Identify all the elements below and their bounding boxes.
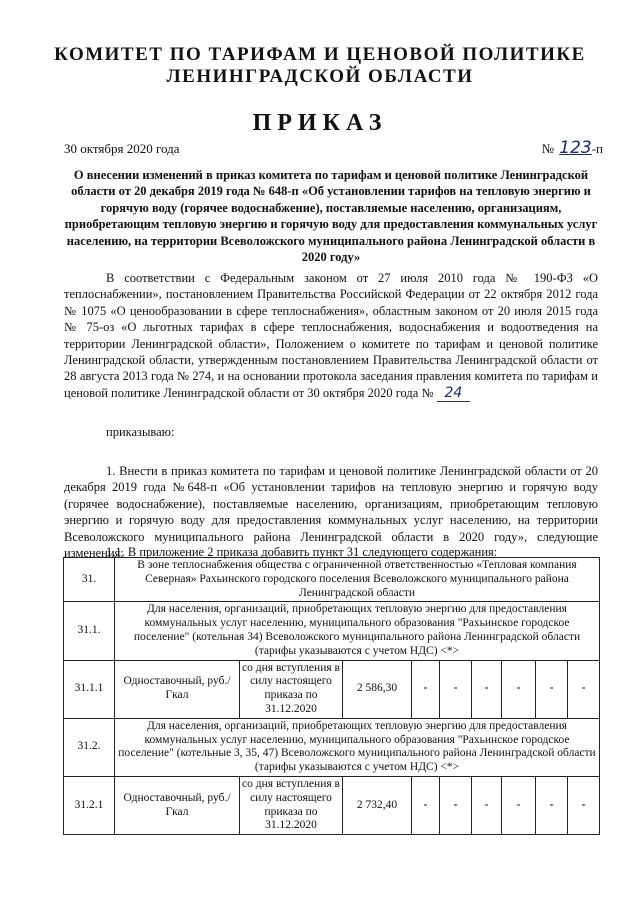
table-row: [64, 558, 600, 602]
tariff-period: со дня вступления в силу настоящего приказа по 31.12.2020: [240, 660, 343, 718]
tariff-value: 2 732,40: [343, 776, 412, 834]
table-row: [64, 602, 600, 660]
empty-cell: -: [502, 660, 536, 718]
tariff-value: 2 586,30: [343, 660, 412, 718]
tariff-table: [63, 557, 600, 835]
order-word: приказываю:: [106, 425, 175, 439]
row-number: 31.1.1: [64, 660, 115, 718]
empty-cell: -: [568, 660, 600, 718]
document-subject: О внесении изменений в приказ комитета по тарифам и ценовой политике Ленинградской области от 20 декабря 2019 года № 648-п «Об установлении тарифов на тепловую энергию и горячую воду (горячее водоснабжение), поставляемые населению, организациям, приобретающим тепловую энергию и горячую воду для предоставления коммунальных услуг населению, на территории Всеволожского муниципального района Ленинградской области в 2020 году»: [64, 168, 598, 265]
org-name-line2: ЛЕНИНГРАДСКОЙ ОБЛАСТИ: [166, 66, 474, 87]
category-description: Для населения, организаций, приобретающих тепловую энергию для предоставления коммунальных услуг населению, муниципального образования "Рахьинское городское поселение" (котельная 34) Всеволожского муниципального района Ленинградской области (тарифы указываются с учетом НДС) <*>: [115, 602, 600, 660]
category-description: Для населения, организаций, приобретающих тепловую энергию для предоставления коммунальных услуг населению, муниципального образования "Рахьинское городское поселение" (котельные 3, 35, 47) Всеволожского муниципального района Ленинградской области (тарифы указываются с учетом НДС) <*>: [115, 718, 600, 776]
document-number: [542, 138, 603, 158]
empty-cell: -: [412, 660, 440, 718]
handwritten-protocol-number: 24: [437, 385, 471, 402]
document-date: 30 октября 2020 года: [64, 141, 180, 156]
document-type-title: ПРИКАЗ: [252, 110, 388, 136]
handwritten-number: 123: [559, 138, 592, 158]
clause-1-paragraph: 1. Внести в приказ комитета по тарифам и ценовой политике Ленинградской области от 20 декабря 2019 года №648-п «Об установлении тарифов на тепловую энергию и горячую воду (горячее водоснабжение), поставляемые населению, организациям, приобретающим тепловую энергию и горячую воду для предоставления коммунальных услуг населению, на территории Всеволожского муниципального района Ленинградской области в 2020 году», следующие изменения:: [64, 464, 598, 561]
row-number: 31.2.: [64, 718, 115, 776]
empty-cell: -: [472, 776, 502, 834]
empty-cell: -: [412, 776, 440, 834]
preamble-paragraph: [64, 270, 598, 401]
table-row: [64, 776, 600, 834]
preamble-text: В соответствии с Федеральным законом от 27 июля 2010 года № 190-ФЗ «О теплоснабжении», постановлением Правительства Российской Федерации от 22 октября 2012 года № 1075 «О ценообразовании в сфере теплоснабжения», областным законом от 20 июля 2015 года № 75-оз «О льготных тарифах в сфере теплоснабжения, водоснабжения и водоотведения на территории Ленинградской области», Положением о комитете по тарифам и ценовой политике Ленинградской области, утвержденным постановлением Правительства Ленинградской области от 28 августа 2013 года № 274, и на основании протокола заседания правления комитета по тарифам и ценовой политике Ленинградской области от 30 октября 2020 года №: [64, 271, 598, 400]
tariff-period: со дня вступления в силу настоящего приказа по 31.12.2020: [240, 776, 343, 834]
org-name-line1: КОМИТЕТ ПО ТАРИФАМ И ЦЕНОВОЙ ПОЛИТИКЕ: [54, 44, 586, 65]
zone-description: В зоне теплоснабжения общества с ограниченной ответственностью «Тепловая компания Северная» Рахьинского городского поселения Всеволожского муниципального района Ленинградской области: [115, 558, 600, 602]
row-number: 31.2.1: [64, 776, 115, 834]
empty-cell: -: [536, 660, 568, 718]
number-suffix: -п: [591, 141, 603, 156]
empty-cell: -: [502, 776, 536, 834]
empty-cell: -: [536, 776, 568, 834]
tariff-kind: Одноставочный, руб./Гкал: [115, 660, 240, 718]
row-number: 31.1.: [64, 602, 115, 660]
empty-cell: -: [568, 776, 600, 834]
clause-1-1: 1.1. В приложение 2 приказа добавить пункт 31 следующего содержания:: [106, 545, 498, 559]
table-row: [64, 718, 600, 776]
row-number: 31.: [64, 558, 115, 602]
empty-cell: -: [472, 660, 502, 718]
empty-cell: -: [440, 660, 472, 718]
number-prefix: №: [541, 141, 554, 156]
table-row: [64, 660, 600, 718]
tariff-kind: Одноставочный, руб./Гкал: [115, 776, 240, 834]
empty-cell: -: [440, 776, 472, 834]
